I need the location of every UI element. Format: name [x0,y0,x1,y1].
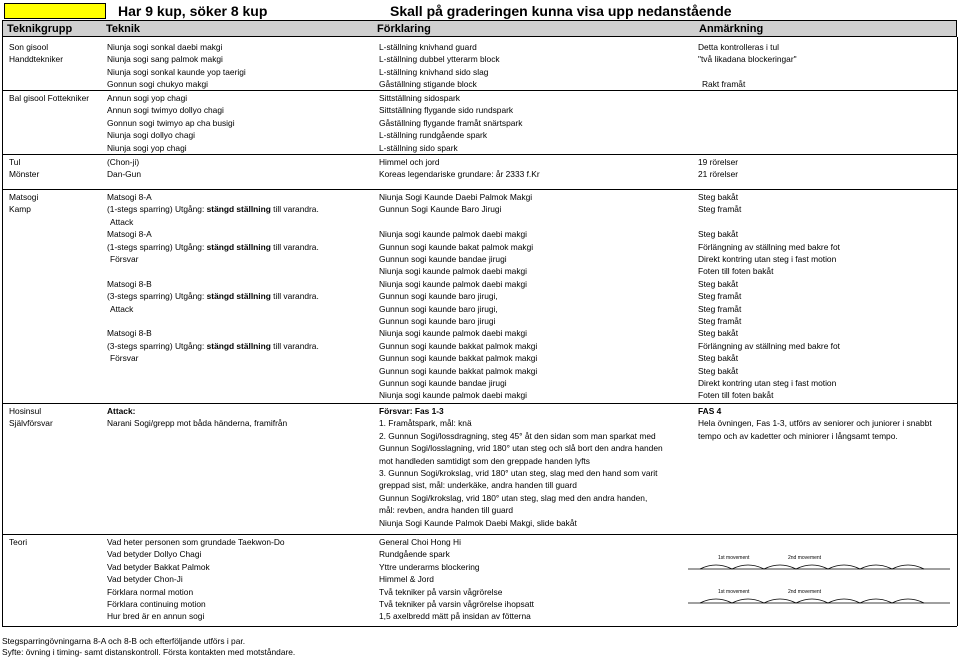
remark-line: "två likadana blockeringar" [698,54,797,65]
explanation-line: Gunnun sogi kaunde bakkat palmok makgi [379,365,538,376]
table-border [2,37,3,626]
technique-line: Niunja sogi sonkal kaunde yop taerigi [107,66,246,77]
remark-line: Steg framåt [698,291,742,302]
remark-line: Förlängning av ställning med bakre fot [698,340,840,351]
explanation-line: Niunja sogi kaunde palmok daebi makgi [379,328,528,339]
explanation-line: Gunnun sogi kaunde bakkat palmok makgi [379,353,538,364]
row-divider [2,154,957,155]
explanation-line: Sittställning flygande sido rundspark [379,105,514,116]
remark-line: Direkt kontring utan steg i fast motion [698,254,837,264]
explanation-line: Niunja sogi kaunde palmok daebi makgi [379,390,528,401]
technique-line: Niunja sogi dollyo chagi [107,130,195,141]
table-header [2,20,957,37]
technique-line: Förklara continuing motion [107,599,206,609]
remark-line: 21 rörelser [698,169,739,180]
explanation-line: greppad sist, mål: underkäke, andra handen till guard [379,480,577,491]
technique-line: Annun sogi yop chagi [107,93,188,103]
technique-line: Matsogi 8-A [107,192,152,202]
explanation-line: 2. Gunnun Sogi/lossdragning, steg 45° åt den sidan som man sparkat med [379,430,656,441]
explanation-line: Två tekniker på varsin vågrörelse ihopsatt [379,599,535,609]
remark-line: tempo och av kadetter och miniorer i långsamt tempo. [698,430,898,441]
remark-line: Foten till foten bakåt [698,390,774,401]
explanation-line: General Choi Hong Hi [379,537,461,547]
technique-line: Vad betyder Chon-Ji [107,574,183,585]
remark-line: Detta kontrolleras i tul [698,42,779,52]
explanation-line: Niunja sogi kaunde palmok daebi makgi [379,229,528,240]
explanation-line: mål: revben, andra handen till guard [379,505,514,516]
explanation-line: L-ställning knivhand sido slag [379,66,489,77]
remark-line: Steg framåt [698,303,742,314]
technique-line: (3-stegs sparring) Utgång: stängd ställning till varandra. [107,340,319,351]
diagram-label-1: 1st movement [718,555,750,561]
explanation-line: Rundgående spark [379,549,450,560]
technique-line: Vad heter personen som grundade Taekwon-Do [107,537,285,547]
row-divider [2,90,957,91]
technique-line: Attack [110,216,134,227]
group-line: Teori [9,537,28,547]
technique-line: Vad betyder Bakkat Palmok [107,561,210,572]
page-title-center: Skall på graderingen kunna visa upp nedanstående [390,3,732,19]
explanation-line: 1,5 axelbredd mätt på insidan av fötterna [379,611,531,622]
remark-line: Steg bakåt [698,328,739,339]
group-line: Kamp [9,204,31,215]
technique-line: Gonnun sogi chukyo makgi [107,79,209,90]
explanation-line: Gunnun Sogi Kaunde Baro Jirugi [379,204,502,215]
header-forklaring: Förklaring [377,23,431,35]
technique-line: Attack [110,303,134,314]
group-line: Bal gisool Fottekniker [9,93,90,103]
remark-line: Hela övningen, Fas 1-3, utförs av seniorer och juniorer i snabbt [698,418,932,429]
remark-line: FAS 4 [698,406,722,416]
explanation-line: Koreas legendariske grundare: år 2333 f.Kr [379,169,540,180]
explanation-line: L-ställning sido spark [379,142,458,153]
technique-line: Förklara normal motion [107,586,194,597]
remark-line: Steg framåt [698,316,742,326]
row-divider [2,403,957,404]
explanation-line: L-ställning knivhand guard [379,42,477,52]
explanation-line: Gunnun sogi kaunde bakat palmok makgi [379,241,534,252]
row-divider [2,626,957,627]
remark-line: Steg bakåt [698,365,739,376]
explanation-line: Gunnun sogi kaunde baro jirugi, [379,291,498,302]
remark-line: Steg bakåt [698,278,739,289]
remark-line: 19 rörelser [698,157,739,167]
technique-line: Vad betyder Dollyo Chagi [107,549,202,560]
diagram-label-4: 2nd movement [788,589,822,595]
remark-line: Steg bakåt [698,229,739,240]
explanation-line: Gåställning flygande framåt snärtspark [379,117,523,128]
explanation-line: Niunja sogi kaunde palmok daebi makgi [379,266,528,277]
remark-line: Steg bakåt [698,353,739,364]
explanation-line: Himmel & Jord [379,574,434,585]
technique-line: (1-stegs sparring) Utgång: stängd ställning till varandra. [107,204,319,215]
explanation-line: Sittställning sidospark [379,93,460,103]
explanation-line: 3. Gunnun Sogi/krokslag, vrid 180° utan steg, slag med den hand som varit [379,468,658,478]
explanation-line: Himmel och jord [379,157,440,167]
diagram-wave-1 [700,565,924,569]
remark-line: Förlängning av ställning med bakre fot [698,241,840,252]
explanation-line: Gunnun Sogi/krokslag, vrid 180° utan steg, slag med den andra handen, [379,492,648,503]
technique-line: Attack: [107,406,136,416]
row-divider [2,534,957,535]
technique-line: Niunja sogi sang palmok makgi [107,54,223,65]
group-line: Hosinsul [9,406,42,416]
explanation-line: Gunnun sogi kaunde baro jirugi, [379,303,498,314]
group-line: Handdtekniker [9,54,64,65]
group-line: Självförsvar [9,418,53,429]
group-line: Son gisool [9,42,49,52]
technique-line: Försvar [110,254,139,264]
explanation-line: Niunja Sogi Kaunde Palmok Daebi Makgi, slide bakåt [379,517,577,528]
explanation-line: Niunja sogi kaunde palmok daebi makgi [379,278,528,289]
footer-line-1: Stegsparringövningarna 8-A och 8-B och efterföljande utförs i par. [2,636,246,646]
technique-line: Matsogi 8-A [107,229,152,240]
explanation-line: Gunnun Sogi/losslagning, vrid 180° utan steg och slå bort den andra handen [379,443,663,454]
group-line: Tul [9,157,21,167]
header-teknikgrupp: Teknikgrupp [7,23,73,35]
group-line: Mönster [9,169,40,180]
diagram-wave-2 [700,599,924,603]
footer-line-2: Syfte: övning i timing- samt distanskontroll. Första kontakten med motståndare. [2,647,296,657]
explanation-line: Gåställning stigande block [379,79,477,90]
explanation-line: 1. Framåtspark, mål: knä [379,418,472,429]
remark-line: Steg bakåt [698,192,739,202]
header-anmarkning: Anmärkning [699,23,764,35]
explanation-line: Gunnun sogi kaunde bakkat palmok makgi [379,340,538,351]
explanation-line: Försvar: Fas 1-3 [379,406,444,416]
explanation-line: L-ställning dubbel ytterarm block [379,54,500,65]
highlight-badge [4,3,106,19]
remark-line: Direkt kontring utan steg i fast motion [698,378,837,388]
header-teknik: Teknik [106,23,141,35]
technique-line: Niunja sogi sonkal daebi makgi [107,42,223,52]
explanation-line: Två tekniker på varsin vågrörelse [379,586,503,597]
remark-line: Foten till foten bakåt [698,266,774,277]
technique-line: (3-stegs sparring) Utgång: stängd ställning till varandra. [107,291,319,302]
technique-line: (Chon-ji) [107,157,140,167]
remark-line: Rakt framåt [702,79,746,90]
technique-line: Gonnun sogi twimyo ap cha busigi [107,117,235,128]
diagram-label-3: 1st movement [718,589,750,595]
explanation-line: L-ställning rundgående spark [379,130,488,141]
technique-line: Niunja sogi yop chagi [107,142,187,153]
remark-line: Steg framåt [698,204,742,215]
explanation-line: Yttre underarms blockering [379,561,480,572]
table-border [957,37,958,626]
explanation-line: Gunnun sogi kaunde baro jirugi [379,316,496,326]
explanation-line: mot handleden samtidigt som den greppade handen lyfts [379,455,590,466]
explanation-line: Niunja Sogi Kaunde Daebi Palmok Makgi [379,192,533,202]
row-divider [2,189,957,190]
technique-line: Matsogi 8-B [107,328,152,339]
explanation-line: Gunnun sogi kaunde bandae jirugi [379,254,507,264]
technique-line: (1-stegs sparring) Utgång: stängd ställning till varandra. [107,241,319,252]
technique-line: Dan-Gun [107,169,141,180]
technique-line: Hur bred är en annun sogi [107,611,205,622]
technique-line: Försvar [110,353,139,364]
diagram-label-2: 2nd movement [788,555,822,561]
wave-motion-diagram [688,549,950,621]
explanation-line: Gunnun sogi kaunde bandae jirugi [379,378,507,388]
technique-line: Matsogi 8-B [107,278,152,289]
technique-line: Annun sogi twimyo dollyo chagi [107,105,224,116]
technique-line: Narani Sogi/grepp mot båda händerna, framifrån [107,418,288,429]
group-line: Matsogi [9,192,39,202]
page-title-left: Har 9 kup, söker 8 kup [118,3,268,19]
